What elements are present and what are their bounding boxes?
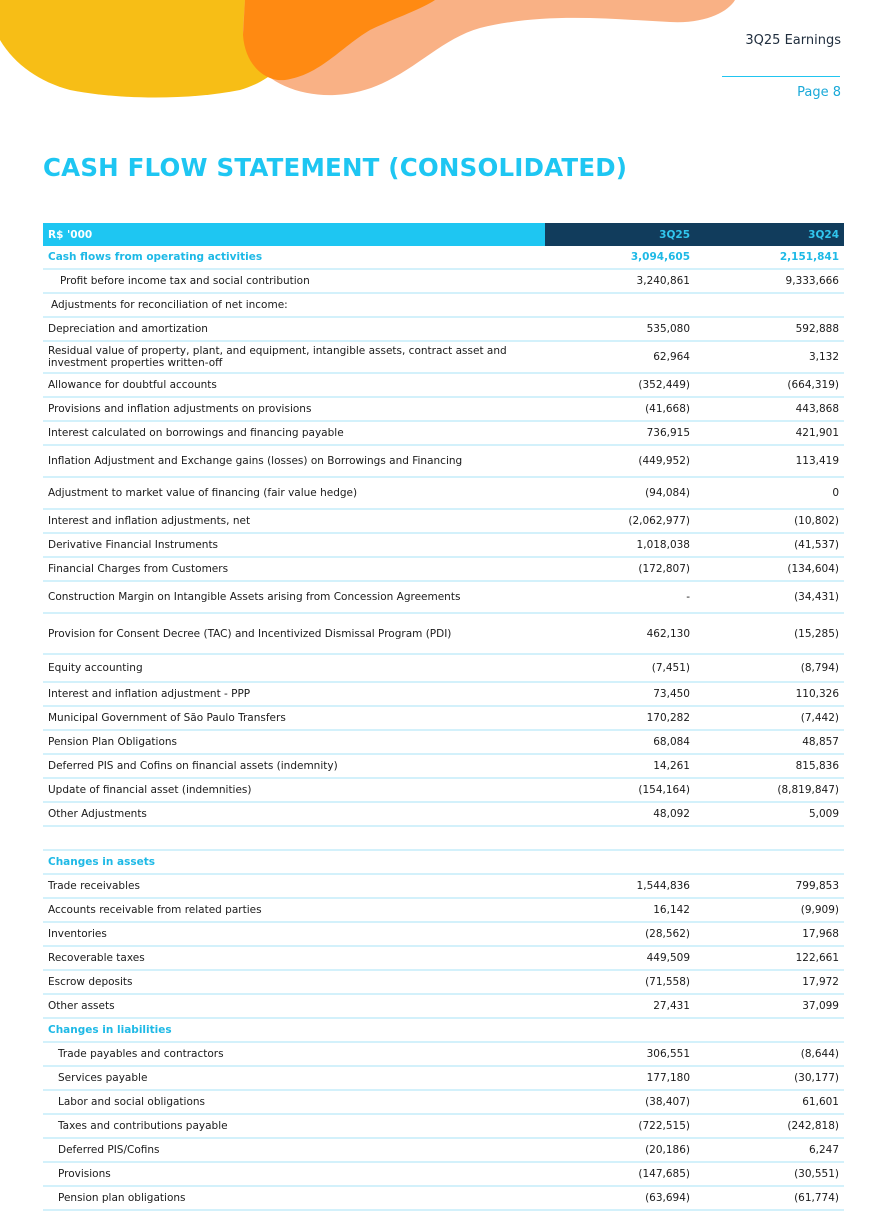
- row-label: Provisions and inflation adjustments on provisions: [43, 397, 545, 421]
- table-row: [43, 421, 844, 445]
- report-name: 3Q25 Earnings: [745, 33, 841, 48]
- cash-flow-table: [43, 223, 844, 1211]
- value-3q24: (30,551): [695, 1162, 844, 1186]
- table-row: [43, 730, 844, 754]
- table-row: [43, 269, 844, 293]
- table-row: [43, 1090, 844, 1114]
- row-label: Adjustment to market value of financing (fair value hedge): [43, 477, 545, 509]
- value-3q24: [695, 826, 844, 850]
- value-3q24: (61,774): [695, 1186, 844, 1210]
- value-3q24: (664,319): [695, 373, 844, 397]
- value-3q25: (41,668): [545, 397, 695, 421]
- value-3q25: (7,451): [545, 654, 695, 682]
- row-label: Allowance for doubtful accounts: [43, 373, 545, 397]
- row-label: Equity accounting: [43, 654, 545, 682]
- row-label: Interest and inflation adjustment - PPP: [43, 682, 545, 706]
- value-3q24: (8,644): [695, 1042, 844, 1066]
- value-3q25: (2,062,977): [545, 509, 695, 533]
- table-row: [43, 613, 844, 654]
- table-row: [43, 1186, 844, 1210]
- row-label: Interest and inflation adjustments, net: [43, 509, 545, 533]
- value-3q25: 1,018,038: [545, 533, 695, 557]
- table-row: [43, 557, 844, 581]
- value-3q25: [545, 1018, 695, 1042]
- table-row: [43, 802, 844, 826]
- table-row: [43, 706, 844, 730]
- row-label: Taxes and contributions payable: [43, 1114, 545, 1138]
- value-3q25: 535,080: [545, 317, 695, 341]
- row-label: Accounts receivable from related parties: [43, 898, 545, 922]
- value-3q25: (38,407): [545, 1090, 695, 1114]
- column-header-unit: R$ '000: [43, 223, 545, 246]
- table-row: [43, 445, 844, 477]
- value-3q25: [545, 293, 695, 317]
- row-label: Derivative Financial Instruments: [43, 533, 545, 557]
- table-row: [43, 1042, 844, 1066]
- table-body: [43, 246, 844, 1210]
- value-3q24: 17,968: [695, 922, 844, 946]
- table-row: [43, 946, 844, 970]
- header-decoration: [0, 0, 877, 110]
- table-row: [43, 1066, 844, 1090]
- table-row: [43, 1114, 844, 1138]
- value-3q24: (134,604): [695, 557, 844, 581]
- row-label: Provision for Consent Decree (TAC) and Incentivized Dismissal Program (PDI): [43, 613, 545, 654]
- value-3q25: (722,515): [545, 1114, 695, 1138]
- value-3q25: 16,142: [545, 898, 695, 922]
- section-header-row: [43, 850, 844, 874]
- value-3q24: (7,442): [695, 706, 844, 730]
- row-label: Municipal Government of São Paulo Transfers: [43, 706, 545, 730]
- row-label: Adjustments for reconciliation of net income:: [43, 293, 545, 317]
- section-header-row: [43, 1018, 844, 1042]
- value-3q24: 3,132: [695, 341, 844, 373]
- value-3q24: 5,009: [695, 802, 844, 826]
- row-label: Trade payables and contractors: [43, 1042, 545, 1066]
- value-3q25: 3,094,605: [545, 246, 695, 269]
- value-3q24: 799,853: [695, 874, 844, 898]
- value-3q24: 815,836: [695, 754, 844, 778]
- row-label: Labor and social obligations: [43, 1090, 545, 1114]
- row-label: Trade receivables: [43, 874, 545, 898]
- value-3q24: 421,901: [695, 421, 844, 445]
- value-3q25: 27,431: [545, 994, 695, 1018]
- value-3q25: -: [545, 581, 695, 613]
- value-3q25: 462,130: [545, 613, 695, 654]
- value-3q25: 449,509: [545, 946, 695, 970]
- value-3q24: [695, 850, 844, 874]
- value-3q25: (71,558): [545, 970, 695, 994]
- value-3q24: (9,909): [695, 898, 844, 922]
- row-label: Profit before income tax and social contribution: [43, 269, 545, 293]
- row-label: Other assets: [43, 994, 545, 1018]
- header-divider: [722, 76, 840, 77]
- value-3q25: (28,562): [545, 922, 695, 946]
- value-3q24: 37,099: [695, 994, 844, 1018]
- value-3q24: 2,151,841: [695, 246, 844, 269]
- value-3q24: 61,601: [695, 1090, 844, 1114]
- row-label: Deferred PIS and Cofins on financial assets (indemnity): [43, 754, 545, 778]
- row-label: Changes in assets: [43, 850, 545, 874]
- table-row: [43, 533, 844, 557]
- table-row: [43, 373, 844, 397]
- table-row: [43, 970, 844, 994]
- value-3q24: 592,888: [695, 317, 844, 341]
- row-label: Deferred PIS/Cofins: [43, 1138, 545, 1162]
- value-3q25: (147,685): [545, 1162, 695, 1186]
- row-label: Other Adjustments: [43, 802, 545, 826]
- value-3q25: 306,551: [545, 1042, 695, 1066]
- table-row: [43, 1138, 844, 1162]
- value-3q24: 122,661: [695, 946, 844, 970]
- row-label: Escrow deposits: [43, 970, 545, 994]
- value-3q25: 3,240,861: [545, 269, 695, 293]
- page-title: CASH FLOW STATEMENT (CONSOLIDATED): [43, 153, 628, 182]
- value-3q24: 17,972: [695, 970, 844, 994]
- value-3q24: (34,431): [695, 581, 844, 613]
- table-row: [43, 293, 844, 317]
- table-row: [43, 922, 844, 946]
- value-3q25: [545, 850, 695, 874]
- value-3q25: (154,164): [545, 778, 695, 802]
- value-3q24: (242,818): [695, 1114, 844, 1138]
- value-3q25: 62,964: [545, 341, 695, 373]
- value-3q24: (41,537): [695, 533, 844, 557]
- table-row: [43, 754, 844, 778]
- row-label: Inflation Adjustment and Exchange gains (losses) on Borrowings and Financing: [43, 445, 545, 477]
- row-label: Construction Margin on Intangible Assets arising from Concession Agreements: [43, 581, 545, 613]
- value-3q25: (20,186): [545, 1138, 695, 1162]
- value-3q25: 73,450: [545, 682, 695, 706]
- value-3q25: 14,261: [545, 754, 695, 778]
- row-label: Pension Plan Obligations: [43, 730, 545, 754]
- table-row: [43, 477, 844, 509]
- row-label: Depreciation and amortization: [43, 317, 545, 341]
- value-3q25: (94,084): [545, 477, 695, 509]
- table-row: [43, 581, 844, 613]
- value-3q24: (30,177): [695, 1066, 844, 1090]
- value-3q24: (8,819,847): [695, 778, 844, 802]
- value-3q24: 110,326: [695, 682, 844, 706]
- table-row: [43, 341, 844, 373]
- row-label: Inventories: [43, 922, 545, 946]
- row-label: Provisions: [43, 1162, 545, 1186]
- value-3q25: (449,952): [545, 445, 695, 477]
- value-3q24: 9,333,666: [695, 269, 844, 293]
- table-row: [43, 898, 844, 922]
- value-3q24: (8,794): [695, 654, 844, 682]
- page-number: Page 8: [797, 85, 841, 100]
- value-3q25: 1,544,836: [545, 874, 695, 898]
- value-3q25: (63,694): [545, 1186, 695, 1210]
- table-row: [43, 826, 844, 850]
- value-3q25: (352,449): [545, 373, 695, 397]
- table-row: [43, 778, 844, 802]
- row-label: Cash flows from operating activities: [43, 246, 545, 269]
- row-label: Interest calculated on borrowings and financing payable: [43, 421, 545, 445]
- value-3q24: (10,802): [695, 509, 844, 533]
- table-row: [43, 397, 844, 421]
- value-3q24: 443,868: [695, 397, 844, 421]
- row-label: [43, 826, 545, 850]
- value-3q24: [695, 1018, 844, 1042]
- value-3q25: 170,282: [545, 706, 695, 730]
- row-label: Services payable: [43, 1066, 545, 1090]
- value-3q24: [695, 293, 844, 317]
- value-3q25: 48,092: [545, 802, 695, 826]
- table-row: [43, 994, 844, 1018]
- table-row: [43, 874, 844, 898]
- value-3q24: 48,857: [695, 730, 844, 754]
- value-3q25: 177,180: [545, 1066, 695, 1090]
- row-label: Changes in liabilities: [43, 1018, 545, 1042]
- table-row: [43, 509, 844, 533]
- table-row: [43, 317, 844, 341]
- table-row: [43, 654, 844, 682]
- column-header-3q24: 3Q24: [695, 223, 844, 246]
- value-3q25: (172,807): [545, 557, 695, 581]
- value-3q24: 0: [695, 477, 844, 509]
- value-3q24: 6,247: [695, 1138, 844, 1162]
- row-label: Pension plan obligations: [43, 1186, 545, 1210]
- row-label: Residual value of property, plant, and equipment, intangible assets, contract asset and investment properties written-off: [43, 341, 545, 373]
- value-3q25: 736,915: [545, 421, 695, 445]
- section-header-row: [43, 246, 844, 269]
- table-row: [43, 1162, 844, 1186]
- row-label: Recoverable taxes: [43, 946, 545, 970]
- value-3q24: 113,419: [695, 445, 844, 477]
- column-header-3q25: 3Q25: [545, 223, 695, 246]
- value-3q25: [545, 826, 695, 850]
- table-header-row: [43, 223, 844, 246]
- row-label: Update of financial asset (indemnities): [43, 778, 545, 802]
- row-label: Financial Charges from Customers: [43, 557, 545, 581]
- table-row: [43, 682, 844, 706]
- value-3q24: (15,285): [695, 613, 844, 654]
- value-3q25: 68,084: [545, 730, 695, 754]
